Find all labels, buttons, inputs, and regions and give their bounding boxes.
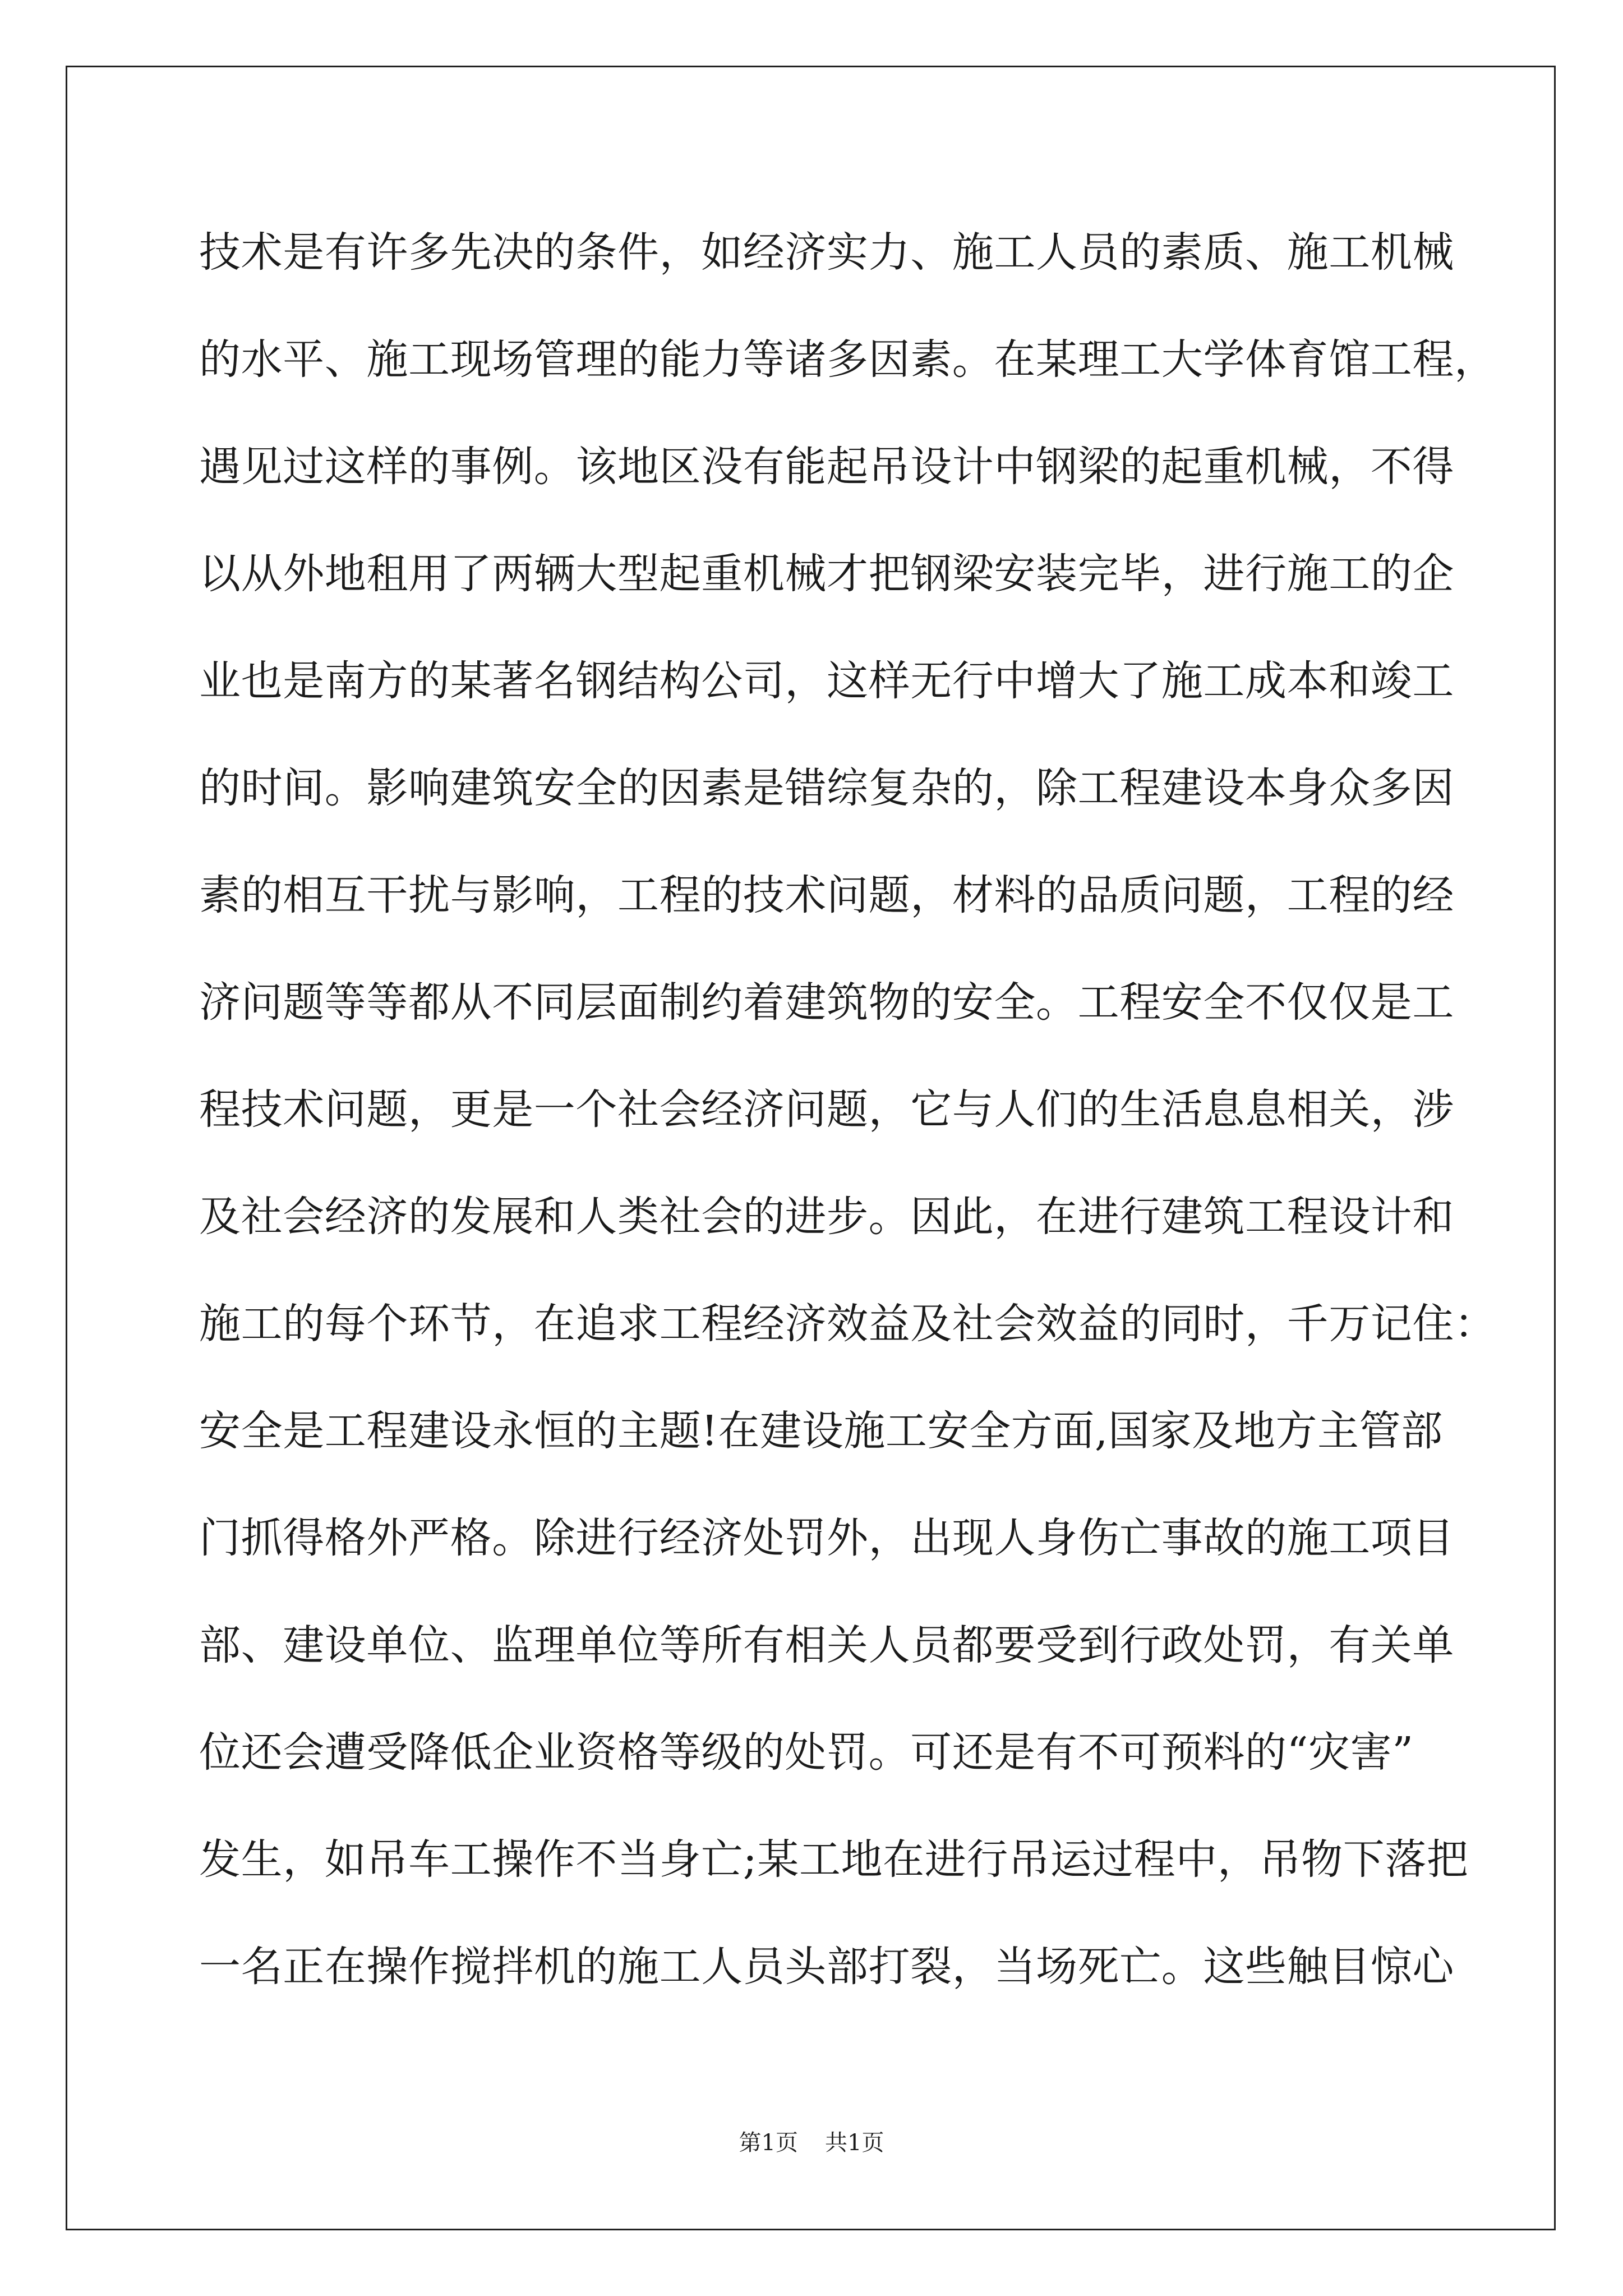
text-line: 一名正在操作搅拌机的施工人员头部打裂，当场死亡。这些触目惊心 [199,1943,1454,1991]
text-line: 门抓得格外严格。除进行经济处罚外，出现人身伤亡事故的施工项目 [199,1514,1454,1562]
text-line: 位还会遭受降低企业资格等级的处罚。可还是有不可预料的“灾害” [199,1728,1414,1777]
text-line: 的水平、施工现场管理的能力等诸多因素。在某理工大学体育馆工程， [199,335,1496,384]
text-line: 部、建设单位、监理单位等所有相关人员都要受到行政处罚，有关单 [199,1621,1454,1669]
document-body [199,222,1496,2043]
page-total: 共1页 [825,2130,884,2156]
text-line: 技术是有许多先决的条件，如经济实力、施工人员的素质、施工机械 [199,228,1454,277]
text-line: 以从外地租用了两辆大型起重机械才把钢梁安装完毕，进行施工的企 [199,550,1454,598]
text-line: 素的相互干扰与影响，工程的技术问题，材料的品质问题，工程的经 [199,871,1454,919]
text-line: 程技术问题，更是一个社会经济问题，它与人们的生活息息相关，涉 [199,1085,1454,1134]
page-footer [0,2126,1623,2160]
text-line: 安全是工程建设永恒的主题!在建设施工安全方面,国家及地方主管部 [199,1407,1443,1455]
text-line: 遇见过这样的事例。该地区没有能起吊设计中钢梁的起重机械，不得 [199,443,1454,491]
text-line: 施工的每个环节，在追求工程经济效益及社会效益的同时，千万记住： [199,1300,1496,1348]
text-line: 济问题等等都从不同层面制约着建筑物的安全。工程安全不仅仅是工 [199,978,1454,1027]
text-line: 及社会经济的发展和人类社会的进步。因此，在进行建筑工程设计和 [199,1193,1454,1241]
page-number: 第1页 [739,2130,798,2156]
text-line: 发生，如吊车工操作不当身亡;某工地在进行吊运过程中，吊物下落把 [199,1835,1469,1884]
text-line: 业也是南方的某著名钢结构公司，这样无行中增大了施工成本和竣工 [199,657,1454,705]
text-line: 的时间。影响建筑安全的因素是错综复杂的，除工程建设本身众多因 [199,764,1454,812]
